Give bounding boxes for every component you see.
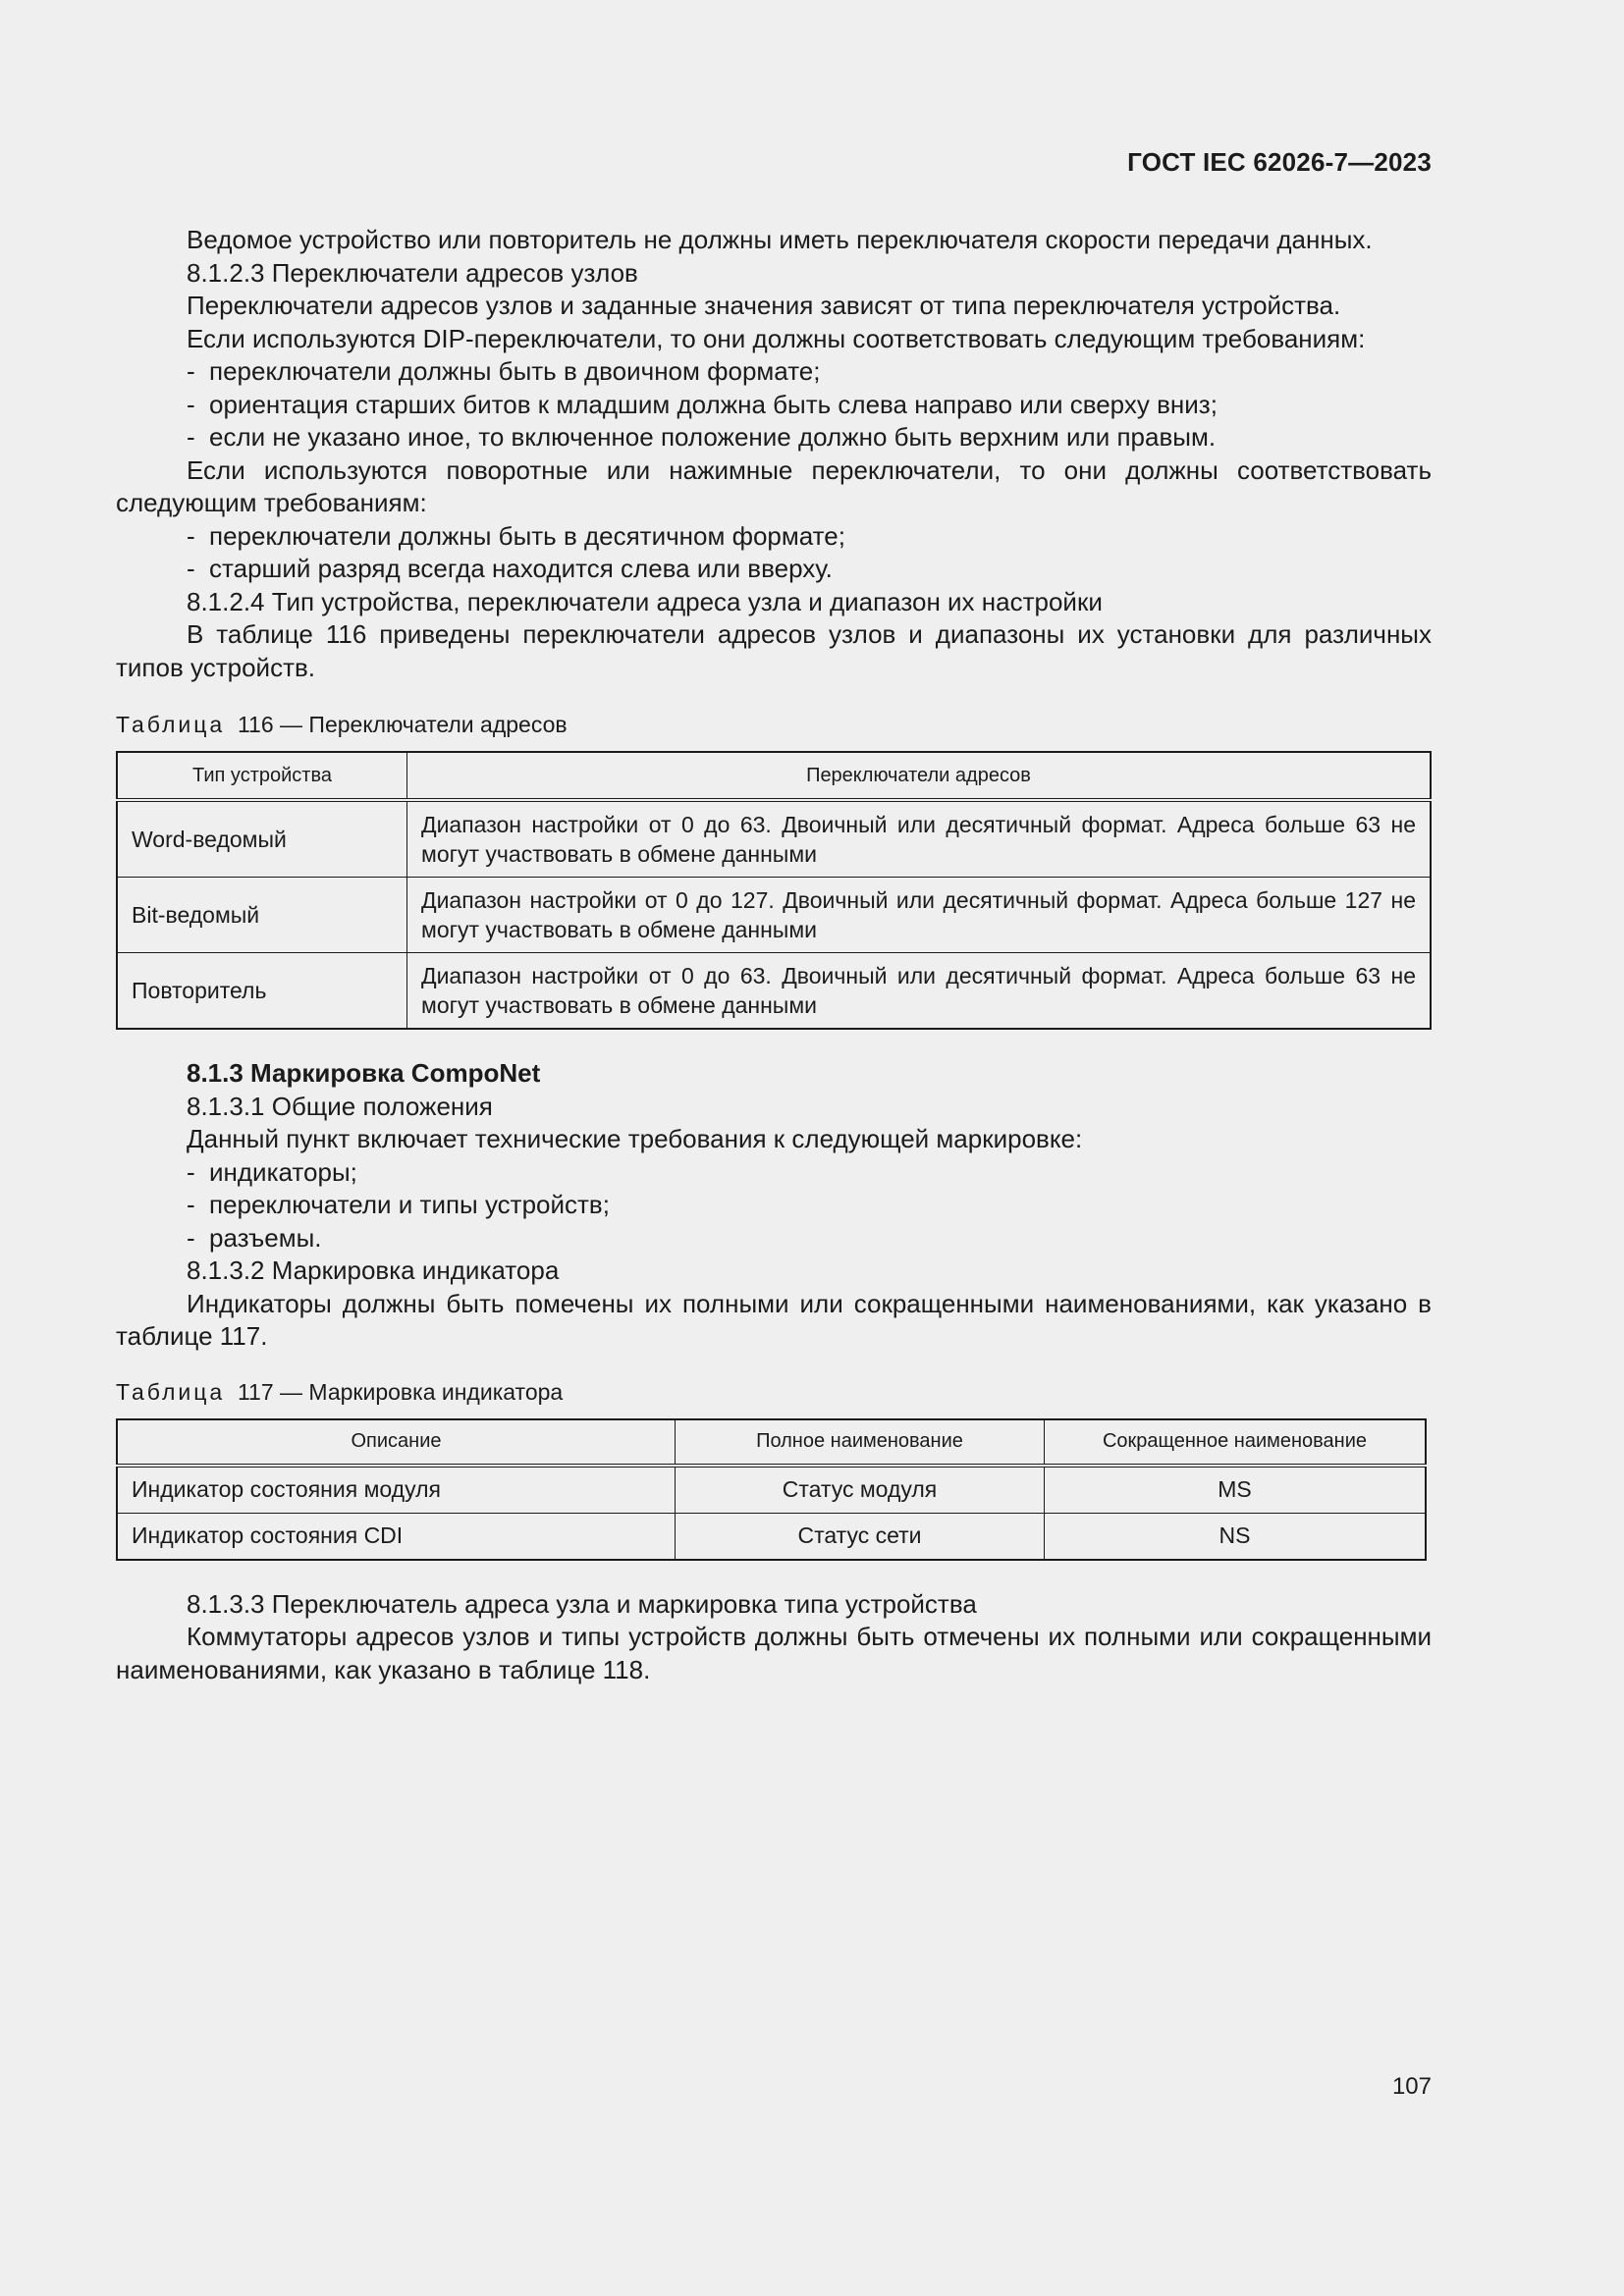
- list-item-text: индикаторы;: [209, 1156, 357, 1187]
- caption-label: Таблица: [116, 712, 226, 737]
- document-id-header: ГОСТ IEC 62026-7—2023: [1127, 147, 1432, 177]
- table-cell: Диапазон настройки от 0 до 63. Двоичный или десятичный формат. Адреса больше 63 не могут участвовать в обмене данными: [407, 953, 1432, 1030]
- table-row: [117, 878, 1431, 953]
- table-117-caption: [116, 1377, 1432, 1407]
- dash-bullet: -: [187, 1190, 195, 1219]
- list-item: [116, 520, 1432, 554]
- paragraph: Переключатели адресов узлов и заданные значения зависят от типа переключателя устройства.: [187, 291, 1341, 320]
- section-heading-8-1-2-3: 8.1.2.3 Переключатели адресов узлов: [187, 257, 638, 288]
- list-item-text: ориентация старших битов к младшим должна быть слева направо или сверху вниз;: [209, 389, 1218, 419]
- table-cell: MS: [1045, 1466, 1427, 1514]
- table-cell: Повторитель: [117, 953, 407, 1030]
- table-cell: Диапазон настройки от 0 до 63. Двоичный или десятичный формат. Адреса больше 63 не могут участвовать в обмене данными: [407, 800, 1432, 878]
- table-row: [117, 1466, 1426, 1514]
- list-item: [116, 553, 1432, 586]
- paragraph: Если используются DIP-переключатели, то они должны соответствовать следующим требованиям:: [187, 323, 1366, 353]
- list-item: [116, 1156, 1432, 1190]
- dash-bullet: -: [187, 1156, 195, 1187]
- column-header: Полное наименование: [676, 1419, 1045, 1466]
- caption-title: 117 — Маркировка индикатора: [237, 1378, 564, 1405]
- dash-bullet: -: [187, 356, 195, 386]
- table-cell: Индикатор состояния модуля: [117, 1466, 676, 1514]
- list-item-text: старший разряд всегда находится слева или вверху.: [209, 554, 833, 583]
- paragraph: Ведомое устройство или повторитель не должны иметь переключателя скорости передачи данных.: [187, 225, 1373, 254]
- page-number: 107: [1391, 2073, 1432, 2100]
- dash-bullet: -: [187, 1222, 195, 1253]
- table-116: [116, 751, 1432, 1030]
- paragraph: Коммутаторы адресов узлов и типы устройств должны быть отмечены их полными или сокращенными наименованиями, как указано в таблице 118.: [116, 1622, 1432, 1684]
- table-header-row: [117, 752, 1431, 800]
- list-item: [116, 421, 1432, 454]
- section-heading-8-1-3-1: 8.1.3.1 Общие положения: [187, 1091, 493, 1121]
- section-heading-8-1-3: 8.1.3 Маркировка CompoNet: [187, 1058, 541, 1088]
- table-cell: Bit-ведомый: [117, 878, 407, 953]
- paragraph: Индикаторы должны быть помечены их полными или сокращенными наименованиями, как указано в таблице 117.: [116, 1288, 1432, 1351]
- table-cell: Индикатор состояния CDI: [117, 1513, 676, 1560]
- table-row: [117, 800, 1431, 878]
- list-item: [116, 389, 1432, 422]
- table-cell: Статус модуля: [676, 1466, 1045, 1514]
- paragraph: В таблице 116 приведены переключатели адресов узлов и диапазоны их установки для различных типов устройств.: [116, 619, 1432, 682]
- table-header-row: [117, 1419, 1426, 1466]
- table-cell: NS: [1045, 1513, 1427, 1560]
- list-item: [116, 1189, 1432, 1222]
- column-header: Сокращенное наименование: [1045, 1419, 1427, 1466]
- dash-bullet: -: [187, 389, 195, 419]
- caption-label: Таблица: [116, 1378, 226, 1405]
- column-header: Описание: [117, 1419, 676, 1466]
- caption-title: 116 — Переключатели адресов: [237, 712, 568, 737]
- body-text: [116, 224, 1432, 1686]
- list-item-text: переключатели должны быть в двоичном формате;: [209, 356, 821, 386]
- list-item-text: если не указано иное, то включенное положение должно быть верхним или правым.: [209, 422, 1217, 452]
- table-116-caption: [116, 710, 1432, 739]
- section-heading-8-1-3-3: 8.1.3.3 Переключатель адреса узла и маркировка типа устройства: [187, 1588, 977, 1619]
- dash-bullet: -: [187, 520, 195, 551]
- list-item-text: переключатели и типы устройств;: [209, 1190, 610, 1219]
- table-cell: Диапазон настройки от 0 до 127. Двоичный или десятичный формат. Адреса больше 127 не могут участвовать в обмене данными: [407, 878, 1432, 953]
- table-117: [116, 1418, 1427, 1561]
- dash-bullet: -: [187, 554, 195, 583]
- document-page: [116, 0, 1432, 2296]
- list-item-text: переключатели должны быть в десятичном формате;: [209, 520, 845, 551]
- section-heading-8-1-2-4: 8.1.2.4 Тип устройства, переключатели адреса узла и диапазон их настройки: [187, 586, 1103, 616]
- table-row: [117, 953, 1431, 1030]
- table-cell: Word-ведомый: [117, 800, 407, 878]
- table-cell: Статус сети: [676, 1513, 1045, 1560]
- section-heading-8-1-3-2: 8.1.3.2 Маркировка индикатора: [187, 1255, 560, 1285]
- paragraph: Данный пункт включает технические требования к следующей маркировке:: [187, 1124, 1083, 1153]
- dash-bullet: -: [187, 422, 195, 452]
- list-item-text: разъемы.: [209, 1222, 322, 1253]
- list-item: [116, 1222, 1432, 1255]
- paragraph: Если используются поворотные или нажимные переключатели, то они должны соответствовать следующим требованиям:: [116, 454, 1432, 517]
- column-header: Переключатели адресов: [407, 752, 1432, 800]
- list-item: [116, 355, 1432, 389]
- column-header: Тип устройства: [117, 752, 407, 800]
- table-row: [117, 1513, 1426, 1560]
